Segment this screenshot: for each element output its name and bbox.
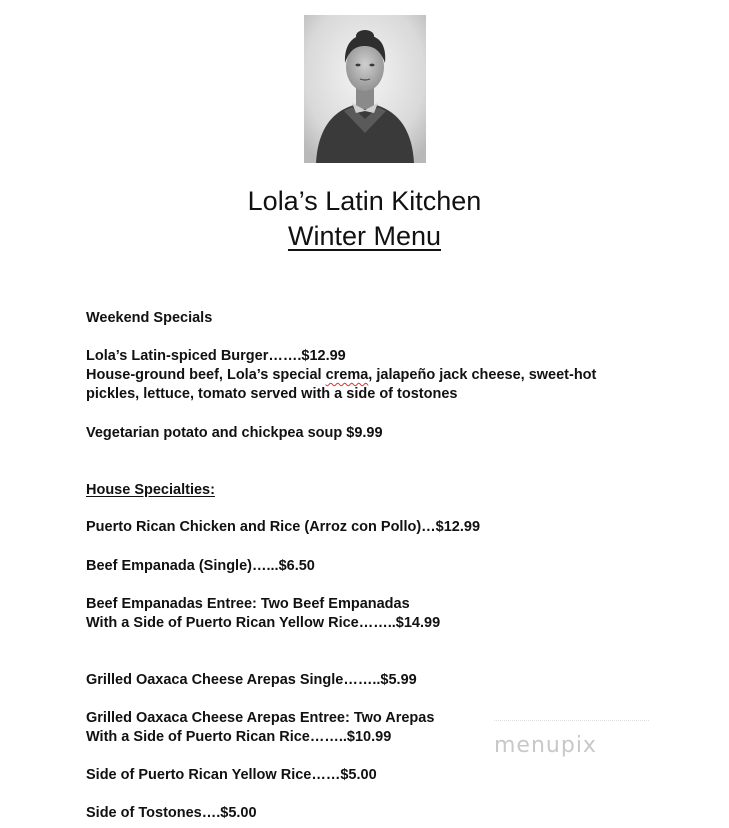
restaurant-name: Lola’s Latin Kitchen xyxy=(247,186,482,216)
menu-item: Beef Empanadas Entree: Two Beef Empanadas xyxy=(86,596,410,612)
menu-item: With a Side of Puerto Rican Rice……..$10.99 xyxy=(86,729,392,745)
menu-item: Grilled Oaxaca Cheese Arepas Entree: Two Arepas xyxy=(86,710,435,726)
menu-item: Side of Puerto Rican Yellow Rice……$5.00 xyxy=(86,767,377,783)
menu-item: Side of Tostones….$5.00 xyxy=(86,805,257,821)
portrait-photo xyxy=(304,15,426,163)
menupix-watermark: menupix xyxy=(494,720,649,770)
burger-title: Lola’s Latin-spiced Burger…….$12.99 xyxy=(86,348,346,364)
menu-item: With a Side of Puerto Rican Yellow Rice……..$14.99 xyxy=(86,615,441,631)
weekend-specials-heading: Weekend Specials xyxy=(86,310,213,326)
menu-item: Beef Empanada (Single)…...$6.50 xyxy=(86,558,315,574)
house-specialties-heading: House Specialties: xyxy=(86,482,215,498)
burger-description-line-1: House-ground beef, Lola’s special crema, jalapeño jack cheese, sweet-hot xyxy=(86,367,597,383)
menu-title: Winter Menu xyxy=(287,221,442,251)
menu-item: Puerto Rican Chicken and Rice (Arroz con Pollo)…$12.99 xyxy=(86,519,481,535)
burger-description-line-2: pickles, lettuce, tomato served with a side of tostones xyxy=(86,386,458,402)
menu-item: Grilled Oaxaca Cheese Arepas Single……..$5.99 xyxy=(86,672,417,688)
soup-item: Vegetarian potato and chickpea soup $9.99 xyxy=(86,425,383,441)
